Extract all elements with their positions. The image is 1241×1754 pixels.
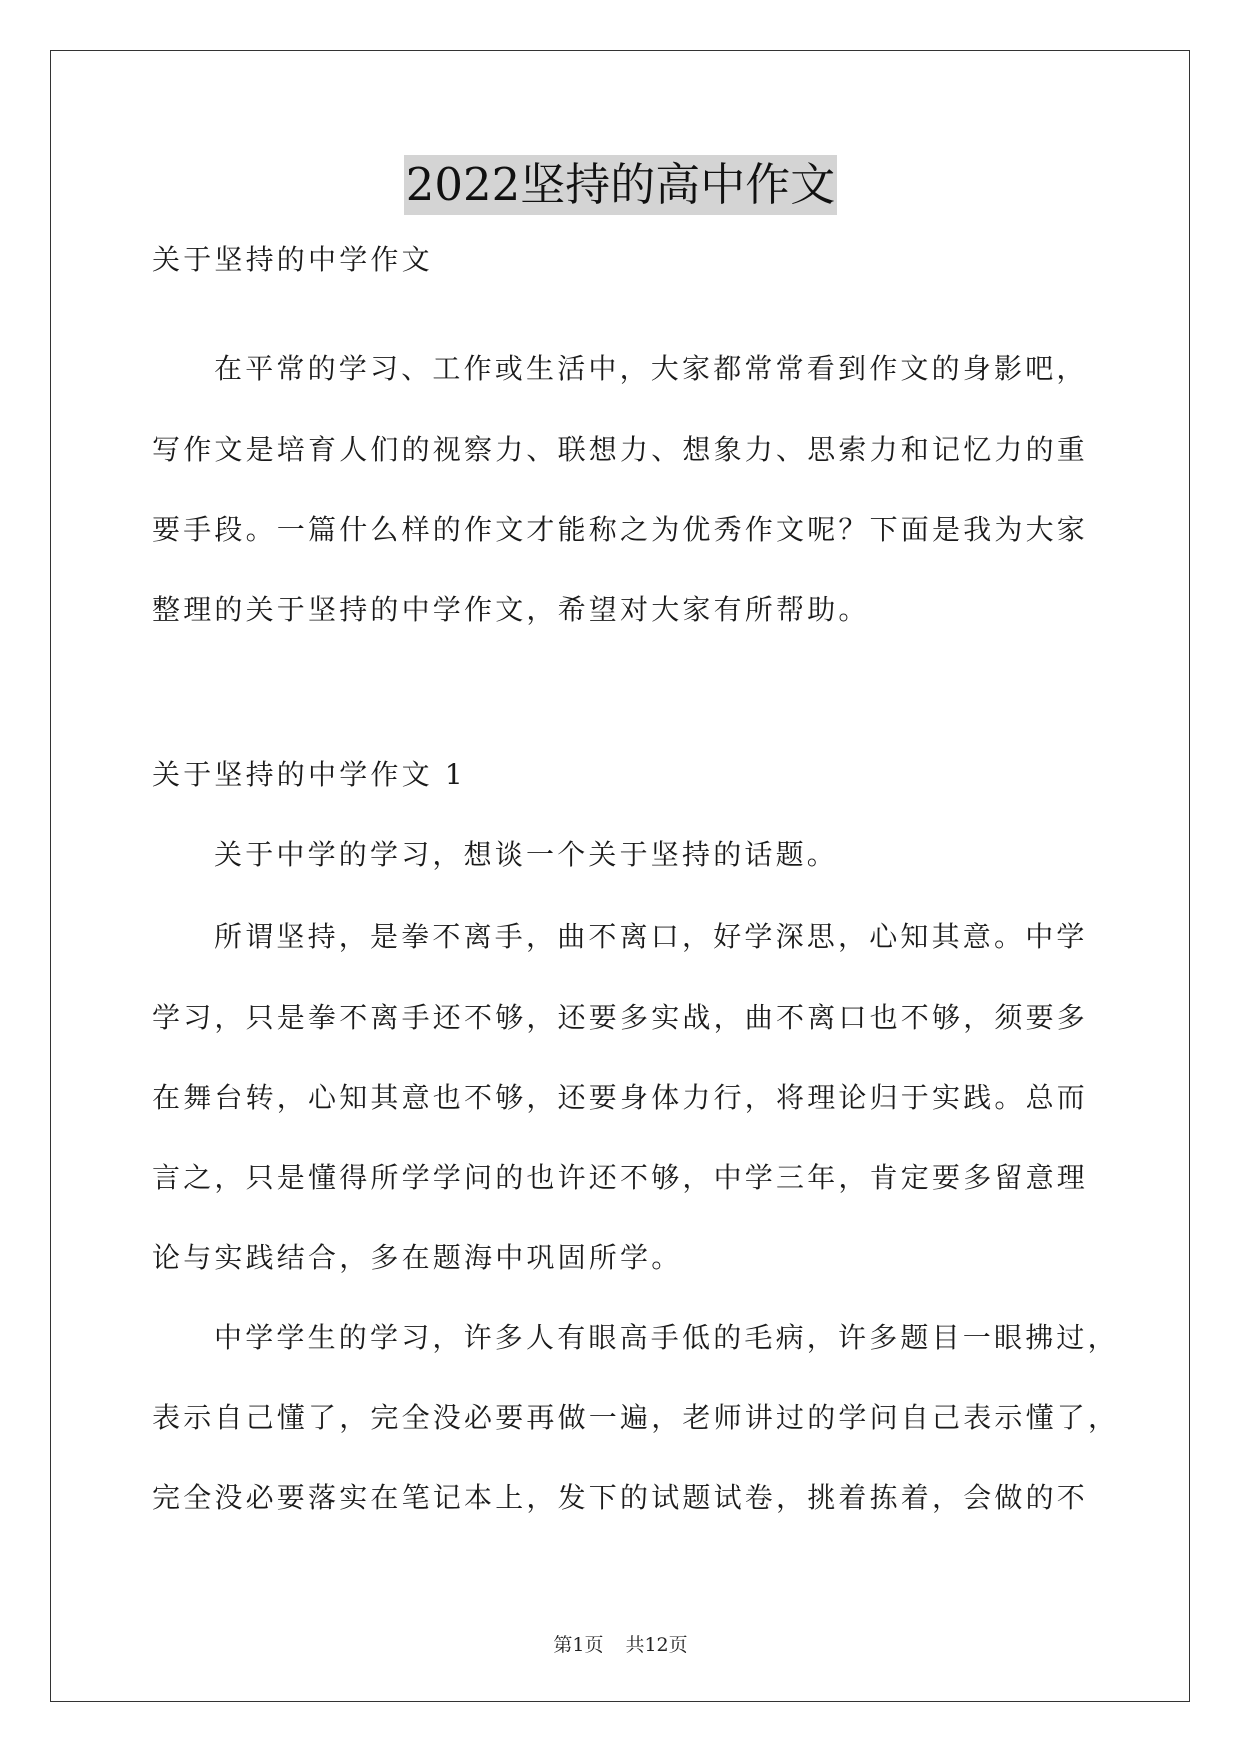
paragraph-line: 言之，只是懂得所学学问的也许还不够，中学三年，肯定要多留意理 (152, 1161, 1089, 1194)
paragraph-line: 在舞台转，心知其意也不够，还要身体力行，将理论归于实践。总而 (152, 1081, 1089, 1114)
paragraph-line: 整理的关于坚持的中学作文，希望对大家有所帮助。 (152, 593, 870, 626)
paragraph-line: 学习，只是拳不离手还不够，还要多实战，曲不离口也不够，须要多 (152, 1001, 1089, 1034)
subtitle-line: 关于坚持的中学作文 (152, 243, 433, 276)
page-number: 第1页 (553, 1634, 604, 1656)
title-container (0, 155, 1241, 215)
paragraph-line: 表示自己懂了，完全没必要再做一遍，老师讲过的学问自己表示懂了， (152, 1401, 1120, 1434)
paragraph-line: 写作文是培育人们的视察力、联想力、想象力、思索力和记忆力的重 (152, 433, 1089, 466)
page-total: 共12页 (625, 1634, 688, 1656)
paragraph-line: 要手段。一篇什么样的作文才能称之为优秀作文呢？下面是我为大家 (152, 513, 1089, 546)
paragraph-line: 中学学生的学习，许多人有眼高手低的毛病，许多题目一眼拂过， (214, 1321, 1119, 1354)
paragraph-line: 所谓坚持，是拳不离手，曲不离口，好学深思，心知其意。中学 (214, 920, 1088, 953)
paragraph-line: 论与实践结合，多在题海中巩固所学。 (152, 1241, 683, 1274)
section-heading: 关于坚持的中学作文 1 (152, 758, 466, 791)
paragraph-line: 完全没必要落实在笔记本上，发下的试题试卷，挑着拣着，会做的不 (152, 1481, 1089, 1514)
document-title: 2022坚持的高中作文 (404, 155, 838, 215)
paragraph-line: 关于中学的学习，想谈一个关于坚持的话题。 (214, 838, 839, 871)
page-border (50, 50, 1190, 1702)
page-footer (0, 1632, 1241, 1658)
paragraph-line: 在平常的学习、工作或生活中，大家都常常看到作文的身影吧， (214, 352, 1088, 385)
